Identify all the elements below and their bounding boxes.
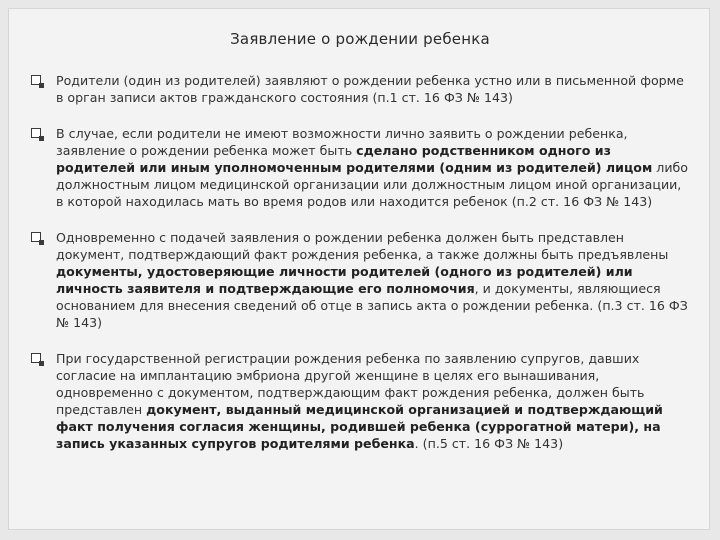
checkbox-bullet-icon <box>31 353 41 363</box>
bullet-text: Родители (один из родителей) заявляют о рождении ребенка устно или в письменной форме в орган записи актов гражданского состояния (п.1 ст. 16 ФЗ № 143) <box>56 73 684 105</box>
bullet-text: . (п.5 ст. 16 ФЗ № 143) <box>414 436 564 451</box>
checkbox-bullet-icon <box>31 232 41 242</box>
checkbox-bullet-icon <box>31 75 41 85</box>
bullet-text: В случае, если родители не имеют возможности лично заявить о рождении ребенка, заявление о рождении ребенка может быть <box>56 126 628 158</box>
bullet-text: Одновременно с подачей заявления о рождении ребенка должен быть представлен документ, подтверждающий факт рождения ребенка, а также должны быть предъявлены <box>56 230 669 262</box>
bullet-item-4 <box>30 350 690 452</box>
bullet-text: либо должностным лицом медицинской организации или должностным лицом иной организации, в которой находилась мать во время родов или находится ребенок (п.2 ст. 16 ФЗ № 143) <box>56 160 688 209</box>
slide-title: Заявление о рождении ребенка <box>230 30 490 48</box>
bullet-text: , и документы, являющиеся основанием для внесения сведений об отце в запись акта о рождении ребенка. (п.3 ст. 16 ФЗ № 143) <box>56 281 688 330</box>
bullet-bold-text: документ, выданный медицинской организацией и подтверждающий факт получения согласия женщины, родившей ребенка (суррогатной матери), на запись указанных супругов родителями ребенка <box>56 402 663 451</box>
bullet-list <box>30 72 690 471</box>
checkbox-bullet-icon <box>31 128 41 138</box>
bullet-item-3 <box>30 229 690 331</box>
bullet-text: При государственной регистрации рождения ребенка по заявлению супругов, давших согласие на имплантацию эмбриона другой женщине в целях его вынашивания, одновременно с документом, подтверждающим факт рождения ребенка, должен быть представлен <box>56 351 645 417</box>
bullet-item-1 <box>30 72 690 106</box>
bullet-item-2 <box>30 125 690 210</box>
bullet-bold-text: документы, удостоверяющие личности родителей (одного из родителей) или личность заявителя и подтверждающие его полномочия <box>56 264 633 296</box>
bullet-bold-text: сделано родственником одного из родителей или иным уполномоченным родителями (одним из родителей) лицом <box>56 143 653 175</box>
